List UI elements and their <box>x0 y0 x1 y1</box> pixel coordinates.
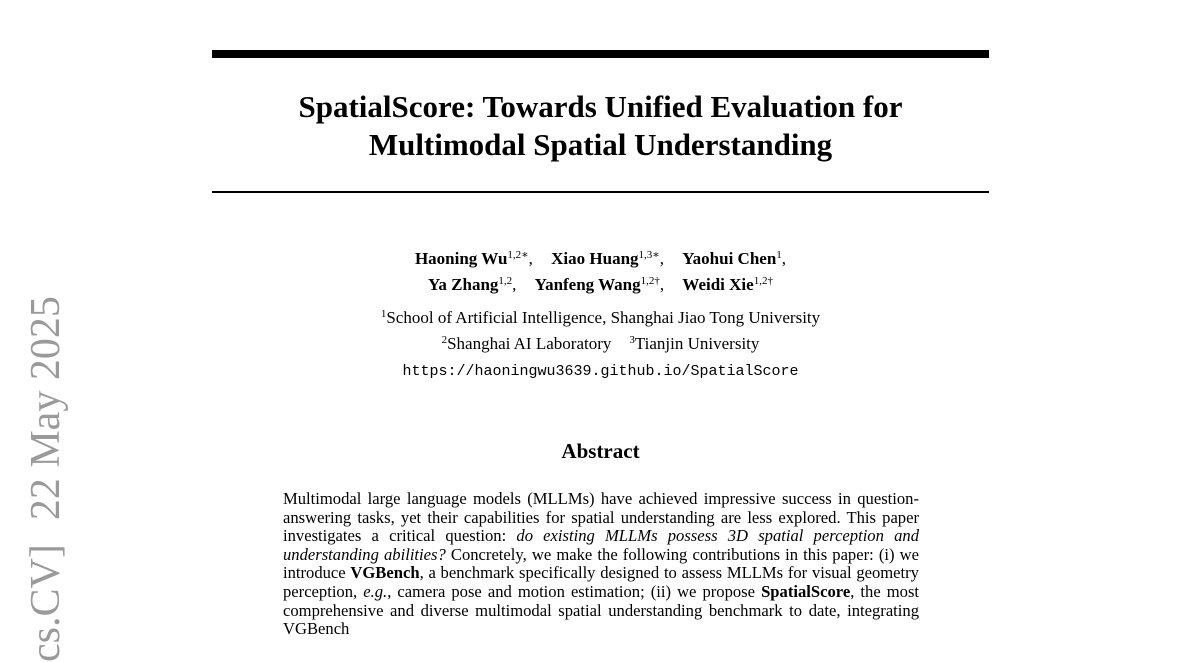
author-affiliation-marker: 1,3∗ <box>638 249 660 261</box>
author-affiliation-marker: 1,2† <box>640 275 660 287</box>
paper-title-line-2: Multimodal Spatial Understanding <box>368 127 833 162</box>
author-name: Yaohui Chen <box>682 249 777 268</box>
affiliation-marker: 2 <box>441 334 448 346</box>
abstract-text: , camera pose and motion estimation; (ii) we propose <box>387 581 762 601</box>
abstract-eg: e.g. <box>363 581 388 601</box>
author-line-2: Ya Zhang$^{1,2}$, Yanfeng Wang$^{1,2\dagger}$, Weidi Xie$^{1,2\dagger}$ <box>428 275 773 294</box>
author-affiliation-marker: 1,2† <box>753 275 773 287</box>
affiliation-name: Tianjin University <box>634 334 760 353</box>
affiliation-line-1 <box>212 305 989 331</box>
author-line-1: Haoning $Wu^{1,2∗}$, Xiao Huang$^{1,3∗}$, Yaohui Chen$^1$, <box>414 249 787 268</box>
author-name: Xiao Huang <box>551 249 639 268</box>
paper-title-line-1: SpatialScore: Towards Unified Evaluation for <box>298 89 903 124</box>
project-url-link[interactable]: https://haoningwu3639.github.io/SpatialScore <box>402 363 799 380</box>
affiliation-name: School of Artificial Intelligence, Shanghai Jiao Tong University <box>386 308 821 327</box>
title-bottom-rule <box>212 191 989 193</box>
abstract-text: , the most comprehensive and diverse multimodal spatial understanding benchmark to date, integrating VGBench <box>283 581 920 639</box>
abstract-question: do existing MLLMs possess 3D spatial perception and understanding abilities? <box>283 526 919 564</box>
arxiv-date: 22 May 2025 <box>23 296 69 521</box>
author-affiliation-marker: 1 <box>776 249 782 261</box>
affiliation-name: Shanghai AI Laboratory <box>447 334 612 353</box>
author-name: Yanfeng Wang <box>534 275 641 294</box>
affiliation-line-2 <box>212 331 989 357</box>
abstract-vgbench: VGBench <box>350 563 420 583</box>
abstract-body <box>283 490 919 639</box>
affiliation-marker: 1 <box>380 308 387 320</box>
author-name: Ya Zhang <box>428 275 499 294</box>
author-name: Weidi Xie <box>682 275 754 294</box>
author-list <box>212 246 989 298</box>
author-affiliation-marker: 1,2 <box>498 275 513 287</box>
author-name: Haoning Wu <box>414 249 508 268</box>
title-top-rule <box>212 50 989 58</box>
arxiv-side-stamp <box>22 296 70 662</box>
affiliations <box>212 305 989 357</box>
arxiv-category: cs.CV] <box>23 544 69 662</box>
abstract-heading: Abstract <box>561 439 640 463</box>
affiliation-marker: 3 <box>629 334 635 346</box>
abstract-text: Concretely, we make the following contributions in this paper: (i) we introduce <box>283 544 919 583</box>
abstract-text: , a benchmark specifically designed to assess MLLMs for visual geometry perception, <box>283 563 919 601</box>
abstract-text: Multimodal large language models (MLLMs) have achieved impressive success in question-answering tasks, yet their capabilities for spatial understanding are less explored. This paper investigates a critical question: <box>283 489 919 546</box>
paper-title <box>212 88 989 164</box>
abstract-spatialscore: SpatialScore <box>761 581 851 601</box>
author-affiliation-marker: 1,2∗ <box>507 249 529 261</box>
